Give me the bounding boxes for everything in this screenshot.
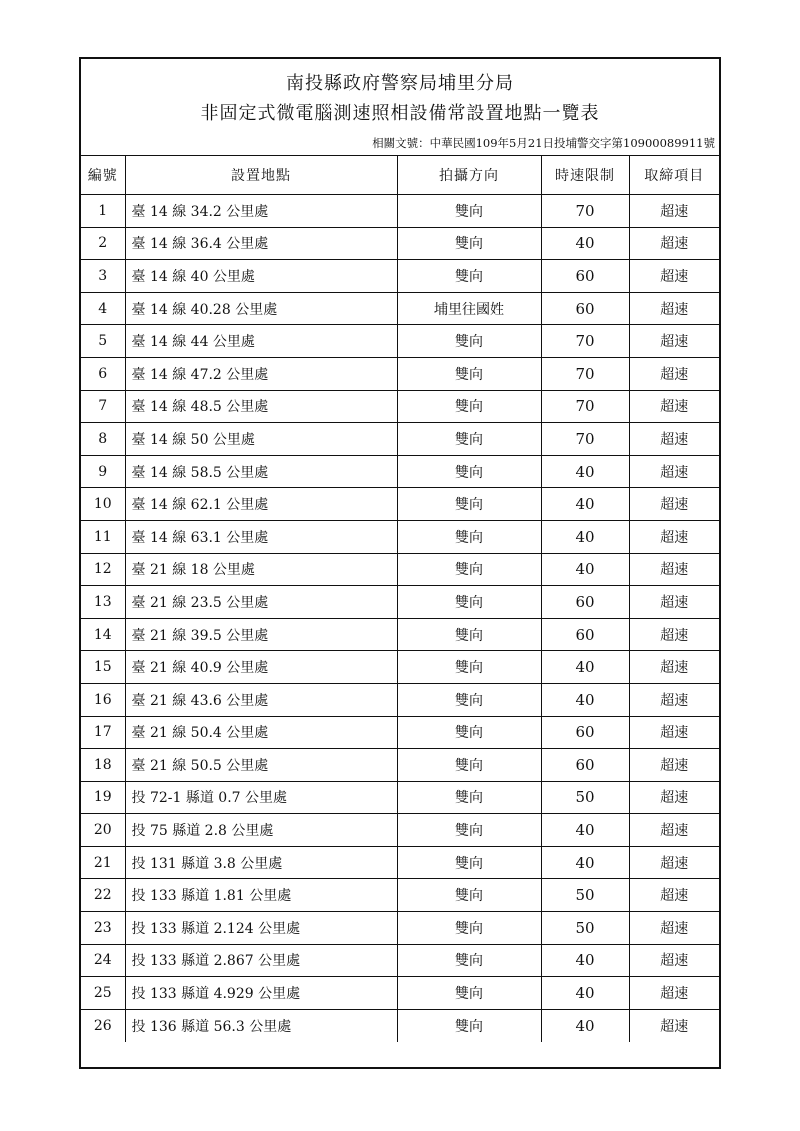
cell-number: 13 [81, 586, 125, 619]
table-row [81, 455, 719, 488]
cell-number: 19 [81, 781, 125, 814]
cell-speed-limit: 60 [541, 716, 629, 749]
cell-speed-limit: 70 [541, 423, 629, 456]
cell-number: 2 [81, 227, 125, 260]
cell-number: 24 [81, 944, 125, 977]
cell-enforcement-item: 超速 [629, 325, 719, 358]
cell-enforcement-item: 超速 [629, 781, 719, 814]
cell-number: 21 [81, 846, 125, 879]
cell-enforcement-item: 超速 [629, 423, 719, 456]
cell-enforcement-item: 超速 [629, 879, 719, 912]
cell-enforcement-item: 超速 [629, 195, 719, 228]
cell-location: 臺 14 線 44 公里處 [125, 325, 397, 358]
cell-enforcement-item: 超速 [629, 357, 719, 390]
cell-direction: 雙向 [397, 1009, 541, 1042]
cell-speed-limit: 70 [541, 390, 629, 423]
cell-number: 3 [81, 260, 125, 293]
table-row [81, 292, 719, 325]
cell-number: 8 [81, 423, 125, 456]
cell-speed-limit: 70 [541, 325, 629, 358]
table-row [81, 749, 719, 782]
cell-speed-limit: 40 [541, 520, 629, 553]
table-row [81, 586, 719, 619]
cell-direction: 雙向 [397, 227, 541, 260]
cell-location: 臺 21 線 23.5 公里處 [125, 586, 397, 619]
cell-enforcement-item: 超速 [629, 260, 719, 293]
table-row [81, 553, 719, 586]
cell-number: 22 [81, 879, 125, 912]
cell-enforcement-item: 超速 [629, 390, 719, 423]
cell-number: 1 [81, 195, 125, 228]
cell-location: 臺 21 線 40.9 公里處 [125, 651, 397, 684]
cell-number: 10 [81, 488, 125, 521]
table-row [81, 357, 719, 390]
document-sheet [79, 57, 721, 1069]
cell-location: 臺 14 線 62.1 公里處 [125, 488, 397, 521]
table-row [81, 423, 719, 456]
cell-number: 14 [81, 618, 125, 651]
cell-enforcement-item: 超速 [629, 455, 719, 488]
cell-direction: 雙向 [397, 423, 541, 456]
cell-speed-limit: 40 [541, 227, 629, 260]
cell-location: 臺 14 線 50 公里處 [125, 423, 397, 456]
column-header-number: 編號 [81, 156, 125, 195]
cell-direction: 雙向 [397, 879, 541, 912]
cell-number: 16 [81, 683, 125, 716]
cell-number: 4 [81, 292, 125, 325]
cell-enforcement-item: 超速 [629, 618, 719, 651]
column-header-location: 設置地點 [125, 156, 397, 195]
table-row [81, 683, 719, 716]
cell-speed-limit: 40 [541, 944, 629, 977]
cell-direction: 雙向 [397, 390, 541, 423]
table-row [81, 781, 719, 814]
column-header-speed-limit: 時速限制 [541, 156, 629, 195]
cell-speed-limit: 40 [541, 977, 629, 1010]
cell-direction: 雙向 [397, 195, 541, 228]
cell-number: 15 [81, 651, 125, 684]
table-row [81, 651, 719, 684]
table-row [81, 260, 719, 293]
column-header-direction: 拍攝方向 [397, 156, 541, 195]
table-row [81, 944, 719, 977]
cell-location: 臺 21 線 50.5 公里處 [125, 749, 397, 782]
cell-number: 25 [81, 977, 125, 1010]
column-header-enforcement-item: 取締項目 [629, 156, 719, 195]
cell-direction: 雙向 [397, 781, 541, 814]
cell-enforcement-item: 超速 [629, 553, 719, 586]
cell-direction: 雙向 [397, 455, 541, 488]
cell-speed-limit: 50 [541, 879, 629, 912]
cell-direction: 雙向 [397, 814, 541, 847]
cell-location: 臺 14 線 40.28 公里處 [125, 292, 397, 325]
cell-number: 7 [81, 390, 125, 423]
cell-enforcement-item: 超速 [629, 977, 719, 1010]
cell-direction: 雙向 [397, 357, 541, 390]
cell-direction: 雙向 [397, 749, 541, 782]
cell-number: 17 [81, 716, 125, 749]
cell-direction: 雙向 [397, 977, 541, 1010]
cell-enforcement-item: 超速 [629, 749, 719, 782]
cell-location: 臺 21 線 18 公里處 [125, 553, 397, 586]
document-title-list: 非固定式微電腦測速照相設備常設置地點一覽表 [200, 103, 600, 124]
table-row [81, 814, 719, 847]
cell-enforcement-item: 超速 [629, 227, 719, 260]
cell-number: 23 [81, 912, 125, 945]
cell-speed-limit: 60 [541, 586, 629, 619]
cell-speed-limit: 40 [541, 846, 629, 879]
cell-speed-limit: 50 [541, 912, 629, 945]
document-header [81, 59, 719, 155]
table-row [81, 977, 719, 1010]
cell-direction: 雙向 [397, 325, 541, 358]
cell-direction: 雙向 [397, 586, 541, 619]
cell-direction: 雙向 [397, 944, 541, 977]
table-row [81, 325, 719, 358]
table-row [81, 879, 719, 912]
cell-direction: 雙向 [397, 520, 541, 553]
cell-enforcement-item: 超速 [629, 912, 719, 945]
cell-location: 臺 14 線 36.4 公里處 [125, 227, 397, 260]
cell-number: 12 [81, 553, 125, 586]
cell-direction: 雙向 [397, 683, 541, 716]
table-row [81, 1009, 719, 1042]
cell-location: 臺 14 線 48.5 公里處 [125, 390, 397, 423]
cell-enforcement-item: 超速 [629, 814, 719, 847]
cell-location: 臺 21 線 39.5 公里處 [125, 618, 397, 651]
cell-number: 9 [81, 455, 125, 488]
cell-number: 6 [81, 357, 125, 390]
cell-location: 投 136 縣道 56.3 公里處 [125, 1009, 397, 1042]
cell-location: 臺 14 線 40 公里處 [125, 260, 397, 293]
cell-speed-limit: 40 [541, 455, 629, 488]
cell-number: 18 [81, 749, 125, 782]
table-row [81, 618, 719, 651]
cell-location: 投 131 縣道 3.8 公里處 [125, 846, 397, 879]
cell-speed-limit: 40 [541, 683, 629, 716]
cell-enforcement-item: 超速 [629, 586, 719, 619]
cell-enforcement-item: 超速 [629, 683, 719, 716]
cell-enforcement-item: 超速 [629, 292, 719, 325]
cell-enforcement-item: 超速 [629, 846, 719, 879]
cell-speed-limit: 40 [541, 488, 629, 521]
cell-speed-limit: 70 [541, 195, 629, 228]
table-row [81, 195, 719, 228]
camera-locations-table [81, 155, 719, 1042]
cell-location: 臺 14 線 63.1 公里處 [125, 520, 397, 553]
cell-direction: 雙向 [397, 260, 541, 293]
cell-direction: 雙向 [397, 912, 541, 945]
cell-direction: 雙向 [397, 488, 541, 521]
cell-location: 投 72-1 縣道 0.7 公里處 [125, 781, 397, 814]
cell-location: 投 133 縣道 1.81 公里處 [125, 879, 397, 912]
cell-location: 臺 21 線 50.4 公里處 [125, 716, 397, 749]
cell-direction: 雙向 [397, 618, 541, 651]
cell-direction: 埔里往國姓 [397, 292, 541, 325]
cell-direction: 雙向 [397, 651, 541, 684]
cell-speed-limit: 40 [541, 1009, 629, 1042]
cell-enforcement-item: 超速 [629, 488, 719, 521]
cell-speed-limit: 40 [541, 814, 629, 847]
table-row [81, 390, 719, 423]
cell-speed-limit: 60 [541, 260, 629, 293]
cell-enforcement-item: 超速 [629, 520, 719, 553]
table-row [81, 520, 719, 553]
table-header-row [81, 156, 719, 195]
cell-number: 5 [81, 325, 125, 358]
cell-location: 投 133 縣道 4.929 公里處 [125, 977, 397, 1010]
cell-location: 臺 14 線 34.2 公里處 [125, 195, 397, 228]
cell-enforcement-item: 超速 [629, 651, 719, 684]
table-row [81, 846, 719, 879]
cell-speed-limit: 60 [541, 618, 629, 651]
cell-location: 臺 14 線 58.5 公里處 [125, 455, 397, 488]
cell-location: 臺 14 線 47.2 公里處 [125, 357, 397, 390]
table-row [81, 716, 719, 749]
table-row [81, 227, 719, 260]
cell-direction: 雙向 [397, 716, 541, 749]
cell-speed-limit: 70 [541, 357, 629, 390]
cell-speed-limit: 60 [541, 749, 629, 782]
cell-number: 11 [81, 520, 125, 553]
cell-location: 投 75 縣道 2.8 公里處 [125, 814, 397, 847]
cell-speed-limit: 40 [541, 651, 629, 684]
cell-speed-limit: 60 [541, 292, 629, 325]
cell-enforcement-item: 超速 [629, 1009, 719, 1042]
cell-direction: 雙向 [397, 553, 541, 586]
cell-location: 臺 21 線 43.6 公里處 [125, 683, 397, 716]
cell-direction: 雙向 [397, 846, 541, 879]
cell-enforcement-item: 超速 [629, 716, 719, 749]
document-title-agency: 南投縣政府警察局埔里分局 [286, 73, 514, 94]
cell-location: 投 133 縣道 2.124 公里處 [125, 912, 397, 945]
cell-enforcement-item: 超速 [629, 944, 719, 977]
cell-number: 20 [81, 814, 125, 847]
reference-number: 相關文號：中華民國109年5月21日投埔警交字第10900089911號 [372, 136, 715, 150]
cell-number: 26 [81, 1009, 125, 1042]
table-row [81, 912, 719, 945]
cell-speed-limit: 50 [541, 781, 629, 814]
table-row [81, 488, 719, 521]
cell-speed-limit: 40 [541, 553, 629, 586]
cell-location: 投 133 縣道 2.867 公里處 [125, 944, 397, 977]
